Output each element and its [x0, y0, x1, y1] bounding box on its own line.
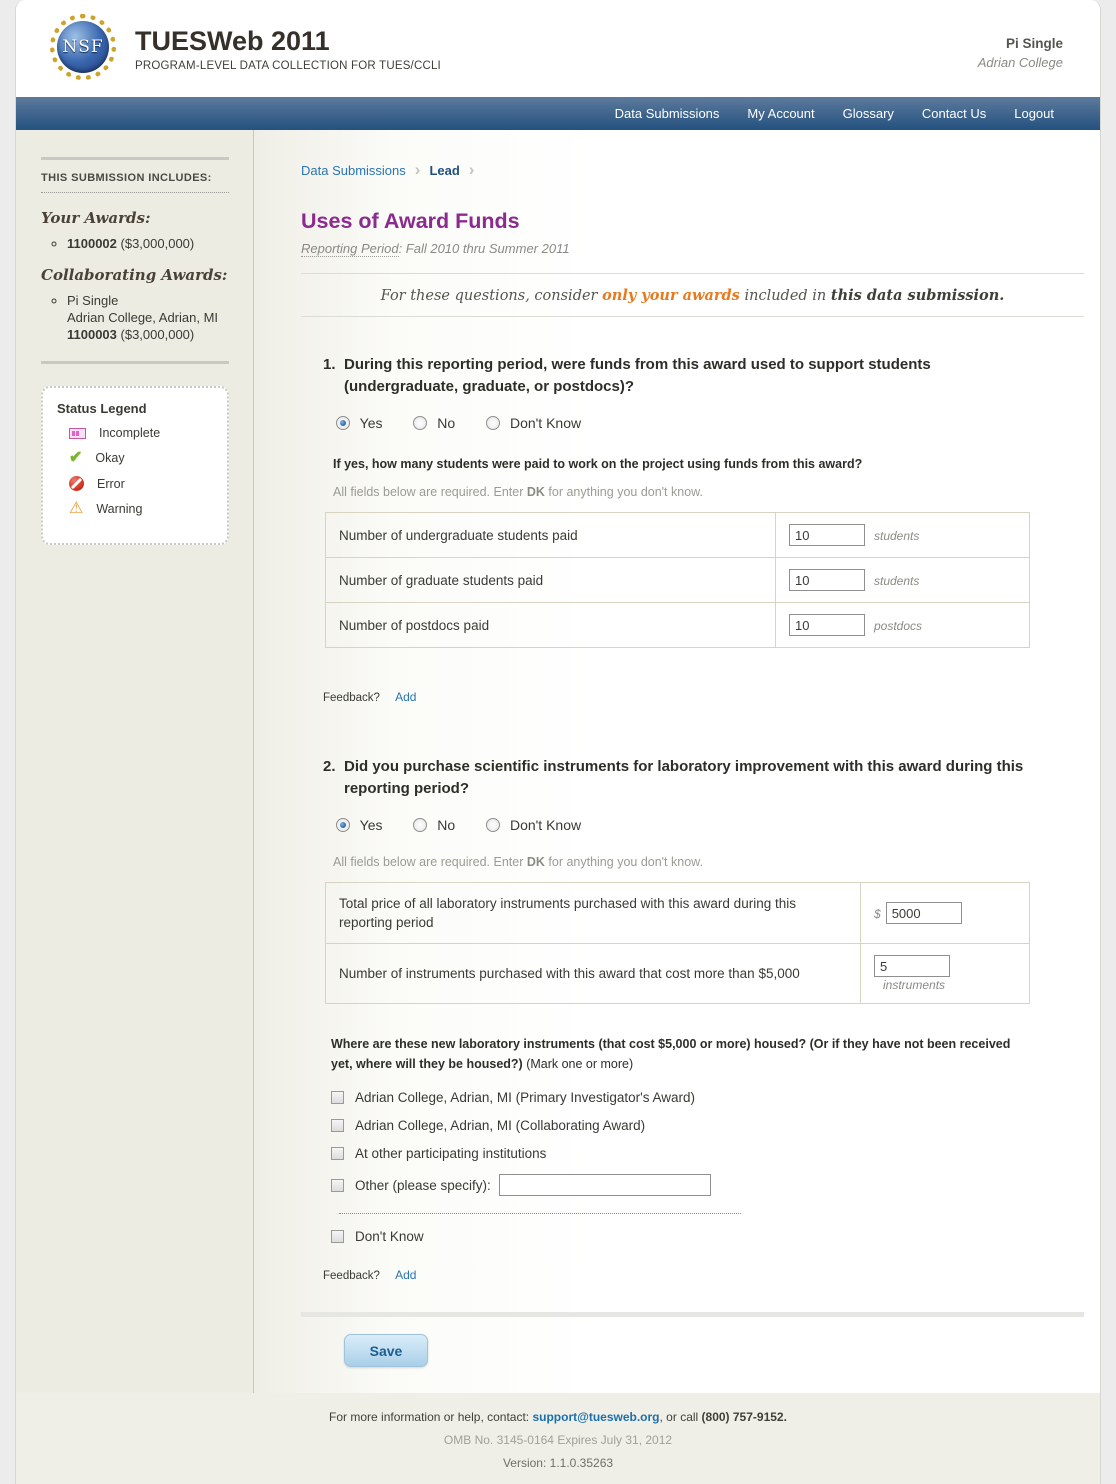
divider: [301, 273, 1084, 274]
breadcrumb-data-submissions[interactable]: Data Submissions: [301, 162, 406, 178]
housed-other-checkbox[interactable]: [331, 1179, 344, 1192]
postdocs-input[interactable]: [789, 614, 865, 636]
award-item: [67, 235, 229, 252]
checkbox-label: Adrian College, Adrian, MI (Primary Investigator's Award): [355, 1090, 695, 1105]
q1-feedback: [323, 690, 1084, 704]
notice-text: For these questions, consider: [380, 288, 603, 304]
award-amount: ($3,000,000): [116, 236, 195, 251]
q1-required-note: [333, 485, 1084, 499]
feedback-label: Feedback?: [323, 692, 380, 704]
q2-no-radio[interactable]: [413, 818, 427, 832]
housed-other-institutions-checkbox[interactable]: [331, 1147, 344, 1160]
table-row: [326, 883, 1030, 944]
dotted-divider: [339, 1213, 741, 1214]
checkbox-row: [331, 1229, 1084, 1244]
q1-yes-radio[interactable]: [336, 416, 350, 430]
collab-award-item: [67, 292, 229, 343]
housed-primary-award-checkbox[interactable]: [331, 1091, 344, 1104]
question-1-options: [336, 415, 1084, 431]
legend-item-error: [69, 476, 213, 491]
q1-subquestion: If yes, how many students were paid to work on the project using funds from this award?: [333, 457, 863, 471]
your-awards-list: [41, 235, 229, 252]
collaborating-awards-heading: Collaborating Awards:: [41, 266, 228, 284]
radio-label: Yes: [359, 817, 383, 833]
error-icon: [69, 476, 84, 491]
nsf-logo-text: NSF: [62, 37, 104, 57]
note-text: for anything you don't know.: [544, 855, 703, 869]
nav-my-account[interactable]: My Account: [747, 106, 815, 121]
housed-dont-know-checkbox[interactable]: [331, 1230, 344, 1243]
note-dk: DK: [526, 855, 545, 869]
question-2-title: [323, 756, 1033, 800]
legend-label: Error: [97, 476, 125, 491]
divider: [301, 316, 1084, 317]
nsf-logo: [50, 14, 116, 80]
checkbox-row: [331, 1118, 1084, 1133]
note-text: All fields below are required. Enter: [333, 485, 527, 499]
checkbox-row: [331, 1090, 1084, 1105]
row-value-cell: [776, 558, 1030, 603]
footer-text: For more information or help, contact:: [329, 1410, 533, 1424]
row-value-cell: [861, 883, 1030, 944]
q2-option-no[interactable]: [413, 817, 459, 833]
q1-option-no[interactable]: [413, 415, 459, 431]
submission-includes-heading: THIS SUBMISSION INCLUDES:: [41, 172, 229, 193]
footer-omb-line: OMB No. 3145-0164 Expires July 31, 2012: [443, 1433, 673, 1447]
sidebar-bottom-rule: [41, 361, 229, 364]
housed-collab-award-checkbox[interactable]: [331, 1119, 344, 1132]
save-divider: [301, 1312, 1084, 1317]
footer-contact-line: [16, 1410, 1100, 1424]
total-price-input[interactable]: [886, 902, 962, 924]
legend-item-incomplete: [69, 426, 213, 440]
save-button[interactable]: Save: [344, 1334, 428, 1367]
num-instruments-input[interactable]: [874, 955, 950, 977]
q2-instruments-table: [325, 882, 1030, 1004]
legend-item-okay: [69, 451, 213, 465]
row-label: Number of graduate students paid: [326, 558, 776, 603]
sidebar-top-rule: [41, 157, 229, 160]
notice-text: included in: [739, 288, 831, 304]
question-1-text: During this reporting period, were funds from this award used to support students (undergraduate, graduate, or postdocs)?: [344, 356, 931, 395]
table-row: [326, 603, 1030, 648]
table-row: [326, 944, 1030, 1004]
nav-data-submissions[interactable]: Data Submissions: [614, 106, 720, 121]
q2-feedback-add-link[interactable]: Add: [395, 1268, 417, 1282]
collab-pi-name: Pi Single: [67, 293, 119, 308]
row-unit: postdocs: [874, 618, 923, 633]
other-specify-input[interactable]: [499, 1174, 711, 1196]
q2-yes-radio[interactable]: [336, 818, 350, 832]
checkbox-label: At other participating institutions: [355, 1146, 547, 1161]
footer: [16, 1393, 1100, 1484]
user-info: [978, 36, 1063, 70]
q2-option-dont-know[interactable]: [486, 817, 581, 833]
radio-label: Don't Know: [509, 817, 582, 833]
dollar-prefix: $: [874, 906, 881, 921]
checkbox-label: Don't Know: [355, 1229, 424, 1244]
q1-no-radio[interactable]: [413, 416, 427, 430]
radio-label: Yes: [359, 415, 383, 431]
checkbox-row: [331, 1146, 1084, 1161]
reporting-period-label: Reporting Period: [301, 241, 399, 256]
radio-label: No: [437, 415, 456, 431]
chevron-right-icon: ›: [414, 160, 421, 179]
footer-version-line: Version: 1.1.0.35263: [502, 1456, 614, 1470]
question-1-title: [323, 354, 1033, 398]
collab-award-number: 1100003: [67, 327, 117, 342]
app-subtitle: PROGRAM-LEVEL DATA COLLECTION FOR TUES/CCLI: [135, 60, 441, 72]
row-unit: instruments: [883, 978, 946, 992]
nav-contact-us[interactable]: Contact Us: [921, 106, 987, 121]
content-row: [16, 130, 1100, 1393]
row-value-cell: [776, 513, 1030, 558]
row-label: Number of postdocs paid: [326, 603, 776, 648]
q2-required-note: [333, 855, 1084, 869]
table-row: [326, 513, 1030, 558]
where-question-bold: Where are these new laboratory instruments (that cost $5,000 or more) housed? (Or if they have not been received yet, where will they be housed?): [331, 1037, 1011, 1071]
breadcrumb: [301, 160, 1084, 180]
radio-label: Don't Know: [509, 415, 582, 431]
undergrad-students-input[interactable]: [789, 524, 865, 546]
grad-students-input[interactable]: [789, 569, 865, 591]
q2-feedback: [323, 1268, 1084, 1282]
page-container: [15, 0, 1101, 1484]
radio-label: No: [437, 817, 456, 833]
feedback-label: Feedback?: [323, 1270, 380, 1282]
row-label: Total price of all laboratory instruments purchased with this award during this reporting period: [326, 883, 861, 944]
instruction-notice: [301, 287, 1084, 304]
q1-dont-know-radio[interactable]: [486, 416, 500, 430]
q2-checkbox-list: [331, 1090, 1084, 1244]
collaborating-awards-list: [41, 292, 229, 343]
main-navbar: [16, 97, 1100, 130]
note-dk: DK: [526, 485, 545, 499]
nav-glossary[interactable]: Glossary: [842, 106, 894, 121]
q1-option-yes[interactable]: [336, 415, 386, 431]
q2-dont-know-radio[interactable]: [486, 818, 500, 832]
row-label: Number of undergraduate students paid: [326, 513, 776, 558]
status-legend: [41, 386, 229, 545]
your-awards-heading: Your Awards:: [41, 209, 151, 227]
question-1: [323, 354, 1084, 704]
legend-label: Warning: [96, 502, 143, 516]
row-value-cell: [776, 603, 1030, 648]
legend-label: Okay: [95, 451, 125, 465]
note-text: All fields below are required. Enter: [333, 855, 527, 869]
legend-item-warning: [69, 502, 213, 516]
checkbox-label: Adrian College, Adrian, MI (Collaborating Award): [355, 1118, 646, 1133]
reporting-period: [301, 241, 1084, 256]
notice-bold: this data submission.: [830, 287, 1005, 304]
question-2: [323, 756, 1084, 1282]
header: [16, 0, 1100, 97]
q2-option-yes[interactable]: [336, 817, 386, 833]
q1-option-dont-know[interactable]: [486, 415, 581, 431]
main-content: [254, 130, 1100, 1393]
table-row: [326, 558, 1030, 603]
checkbox-label: Other (please specify):: [355, 1177, 491, 1193]
note-text: for anything you don't know.: [544, 485, 703, 499]
nav-logout[interactable]: Logout: [1014, 106, 1054, 121]
legend-label: Incomplete: [99, 426, 161, 440]
question-2-options: [336, 817, 1084, 833]
support-email-link[interactable]: support@tuesweb.org: [532, 1410, 660, 1424]
chevron-right-icon: ›: [468, 160, 475, 179]
collab-org: Adrian College, Adrian, MI: [67, 310, 219, 325]
warning-icon: ⚠: [69, 500, 84, 517]
question-1-number: 1.: [323, 356, 336, 373]
question-2-text: Did you purchase scientific instruments for laboratory improvement with this award during this reporting period?: [344, 758, 1024, 797]
award-number: 1100002: [67, 236, 117, 251]
app-title: TUESWeb 2011: [135, 26, 330, 56]
reporting-period-value: : Fall 2010 thru Summer 2011: [398, 241, 570, 256]
user-organization: Adrian College: [977, 55, 1063, 70]
status-legend-title: Status Legend: [57, 401, 147, 416]
okay-icon: ✔: [69, 449, 83, 466]
footer-phone: (800) 757-9152.: [701, 1410, 787, 1424]
q2-where-question: [331, 1034, 1031, 1074]
footer-text: , or call: [659, 1410, 702, 1424]
breadcrumb-current-lead: Lead: [429, 162, 460, 178]
user-name: Pi Single: [1005, 36, 1063, 51]
question-2-number: 2.: [323, 758, 336, 775]
row-unit: students: [874, 573, 920, 588]
where-question-note: (Mark one or more): [522, 1057, 634, 1071]
sidebar: [16, 130, 254, 1393]
collab-award-amount: ($3,000,000): [116, 327, 195, 342]
app-titles: [135, 14, 441, 72]
notice-highlight: only your awards: [602, 287, 740, 304]
row-value-cell: [861, 944, 1030, 1004]
q1-students-table: [325, 512, 1030, 648]
row-unit: students: [874, 528, 920, 543]
row-label: Number of instruments purchased with this award that cost more than $5,000: [326, 944, 861, 1004]
q1-feedback-add-link[interactable]: Add: [395, 690, 417, 704]
page-title: Uses of Award Funds: [301, 209, 520, 233]
incomplete-icon: [69, 428, 86, 439]
checkbox-row: [331, 1174, 1084, 1196]
nsf-logo-globe: [57, 21, 109, 73]
